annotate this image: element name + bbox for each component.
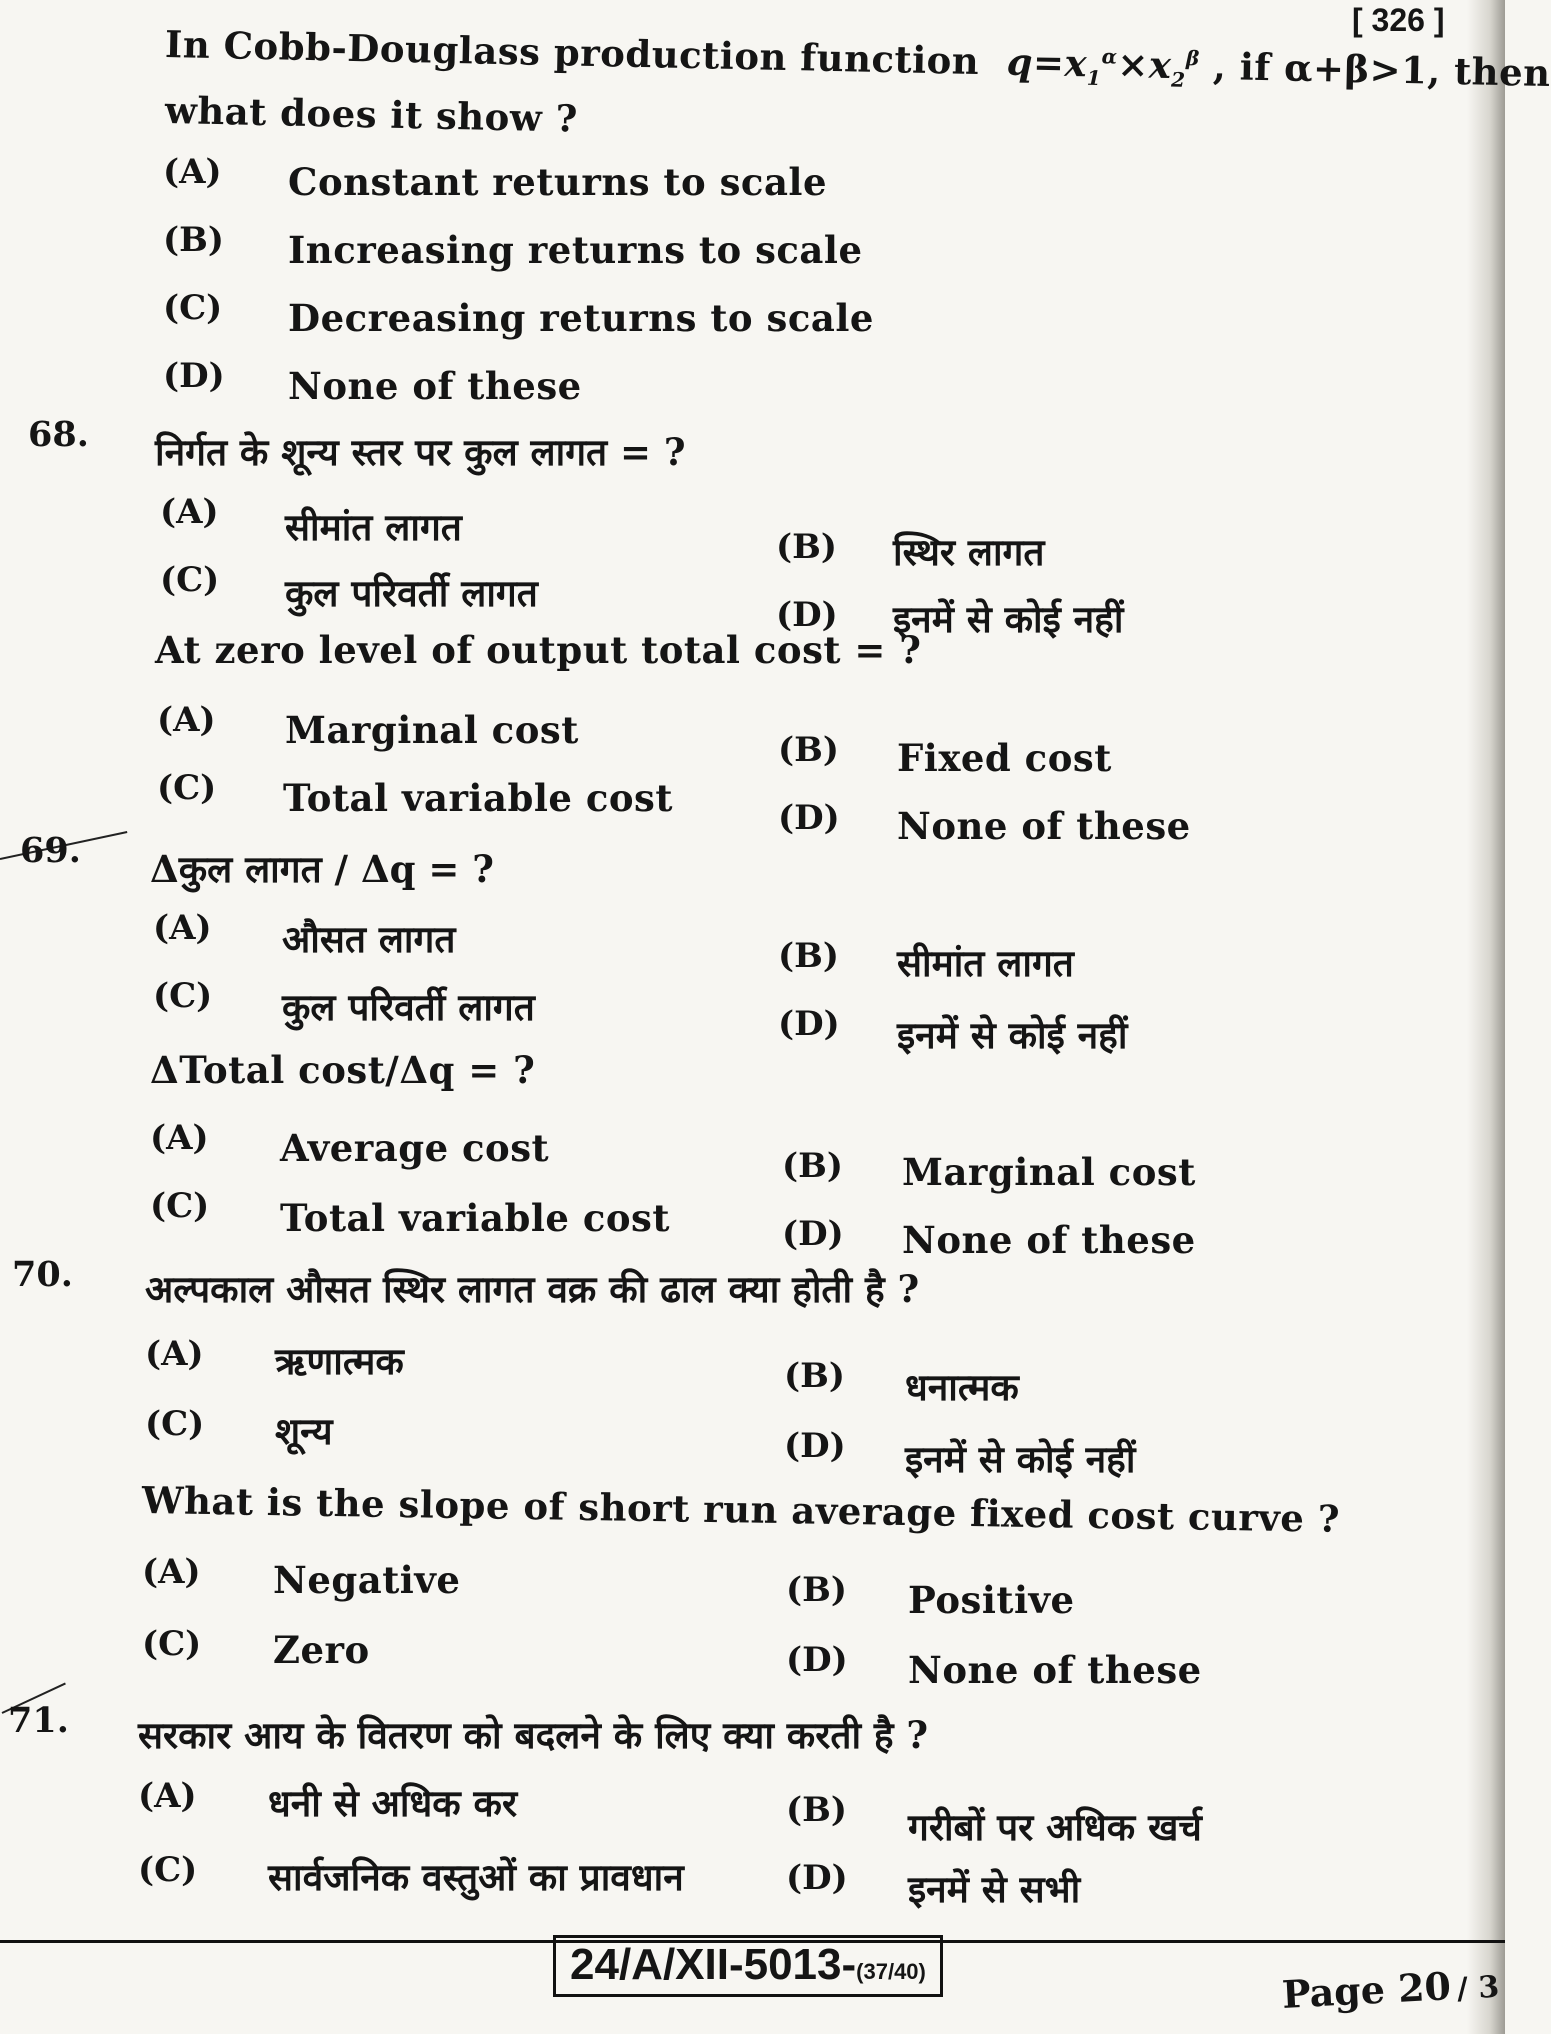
q70-e-d-label: (D)	[786, 1640, 848, 1680]
q69-h-c-label: (C)	[153, 976, 213, 1016]
page-number: Page 20 / 3	[1280, 1963, 1501, 2017]
q70-e-c-label: (C)	[142, 1624, 202, 1664]
q71-h-d-label: (D)	[786, 1858, 848, 1898]
q68-h-a-text: सीमांत लागत	[285, 505, 462, 549]
q71-h-a-text: धनी से अधिक कर	[268, 1781, 518, 1825]
q68-e-d-text: None of these	[897, 804, 1191, 848]
q68-e-c-text: Total variable cost	[283, 776, 673, 820]
q70-e-a-label: (A)	[142, 1552, 201, 1592]
q67-formula: $q=x_1^\alpha\times x_2^\beta$	[1006, 39, 1201, 92]
q70-e-a-text: Negative	[273, 1558, 461, 1602]
q68-e-c-label: (C)	[157, 768, 217, 808]
q68-h-d-label: (D)	[776, 595, 838, 635]
q69-e-a-label: (A)	[150, 1118, 209, 1158]
q71-h-d-text: इनमें से सभी	[908, 1867, 1081, 1911]
paper-code: 24/A/XII-5013-	[570, 1940, 857, 1989]
paper-code-sub: (37/40)	[856, 1959, 926, 1984]
q69-number: 69.	[20, 830, 81, 871]
q69-h-c-text: कुल परिवर्ती लागत	[282, 985, 535, 1029]
q71-h-c-text: सार्वजनिक वस्तुओं का प्रावधान	[268, 1855, 684, 1899]
q69-e-b-label: (B)	[782, 1146, 843, 1186]
q69-h-d-text: इनमें से कोई नहीं	[897, 1013, 1128, 1057]
q70-e-b-label: (B)	[786, 1570, 847, 1610]
q68-h-a-label: (A)	[160, 492, 219, 532]
page-spine-shadow	[1467, 0, 1505, 2034]
q67-option-d-label: (D)	[163, 356, 225, 396]
q69-h-b-text: सीमांत लागत	[897, 941, 1074, 985]
q71-h-b-text: गरीबों पर अधिक खर्च	[908, 1805, 1202, 1849]
q67-option-d-text: None of these	[288, 364, 582, 408]
q71-hindi-stem: सरकार आय के वितरण को बदलने के लिए क्या करती है ?	[138, 1713, 929, 1757]
q70-h-d-label: (D)	[784, 1426, 846, 1466]
q70-h-b-text: धनात्मक	[905, 1365, 1019, 1409]
q67-stem-line2: what does it show ?	[164, 88, 579, 141]
q70-h-a-label: (A)	[145, 1334, 204, 1374]
q69-e-c-text: Total variable cost	[280, 1196, 670, 1240]
q71-h-c-label: (C)	[138, 1850, 198, 1890]
q70-h-b-label: (B)	[784, 1356, 845, 1396]
q70-e-d-text: None of these	[908, 1648, 1202, 1692]
q68-e-d-label: (D)	[778, 798, 840, 838]
q67-option-c-label: (C)	[163, 288, 223, 328]
q69-h-d-label: (D)	[778, 1004, 840, 1044]
q67-option-b-label: (B)	[163, 220, 224, 260]
q68-e-b-label: (B)	[778, 730, 839, 770]
q70-hindi-stem: अल्पकाल औसत स्थिर लागत वक्र की ढाल क्या होती है ?	[145, 1267, 920, 1311]
q70-number: 70.	[12, 1254, 73, 1295]
q69-e-d-label: (D)	[782, 1214, 844, 1254]
q68-h-c-label: (C)	[160, 560, 220, 600]
q70-e-c-text: Zero	[273, 1628, 370, 1672]
q70-h-d-text: इनमें से कोई नहीं	[905, 1437, 1136, 1481]
q68-number: 68.	[28, 414, 89, 455]
q68-english-stem: At zero level of output total cost = ?	[155, 628, 922, 672]
q70-e-b-text: Positive	[908, 1578, 1075, 1622]
q69-e-a-text: Average cost	[280, 1126, 550, 1170]
q70-h-c-label: (C)	[145, 1404, 205, 1444]
q69-h-a-label: (A)	[153, 908, 212, 948]
q68-e-a-text: Marginal cost	[285, 708, 579, 752]
q67-option-a-text: Constant returns to scale	[288, 160, 828, 204]
q70-h-c-text: शून्य	[275, 1409, 333, 1453]
q70-english-stem: What is the slope of short run average fixed cost curve ?	[141, 1478, 1341, 1541]
q68-e-a-label: (A)	[157, 700, 216, 740]
q69-e-c-label: (C)	[150, 1186, 210, 1226]
q69-e-b-text: Marginal cost	[902, 1150, 1196, 1194]
q71-h-b-label: (B)	[786, 1790, 847, 1830]
q71-h-a-label: (A)	[138, 1776, 197, 1816]
q69-english-stem: ΔTotal cost/Δq = ?	[150, 1048, 536, 1092]
q68-h-c-text: कुल परिवर्ती लागत	[285, 571, 538, 615]
q67-option-a-label: (A)	[163, 152, 222, 192]
q71-number: 71.	[8, 1700, 69, 1741]
q69-h-a-text: औसत लागत	[282, 917, 456, 961]
q68-h-d-text: इनमें से कोई नहीं	[893, 597, 1124, 641]
q67-option-b-text: Increasing returns to scale	[288, 228, 863, 272]
q69-hindi-stem: Δकुल लागत / Δq = ?	[150, 847, 494, 891]
q70-h-a-text: ऋणात्मक	[275, 1339, 404, 1383]
q68-e-b-text: Fixed cost	[897, 736, 1112, 780]
q68-h-b-text: स्थिर लागत	[893, 530, 1045, 574]
q69-e-d-text: None of these	[902, 1218, 1196, 1262]
page-ref: [ 326 ]	[1352, 2, 1445, 38]
q68-h-b-label: (B)	[776, 527, 837, 567]
q69-h-b-label: (B)	[778, 936, 839, 976]
paper-code-box	[553, 1935, 943, 1997]
q68-hindi-stem: निर्गत के शून्य स्तर पर कुल लागत = ?	[155, 430, 686, 474]
q67-option-c-text: Decreasing returns to scale	[288, 296, 874, 340]
q67-stem-line1: In Cobb-Douglass production function $q=x_1^\alpha\times x_2^\beta$ , if α+β>1, then	[164, 22, 1551, 96]
